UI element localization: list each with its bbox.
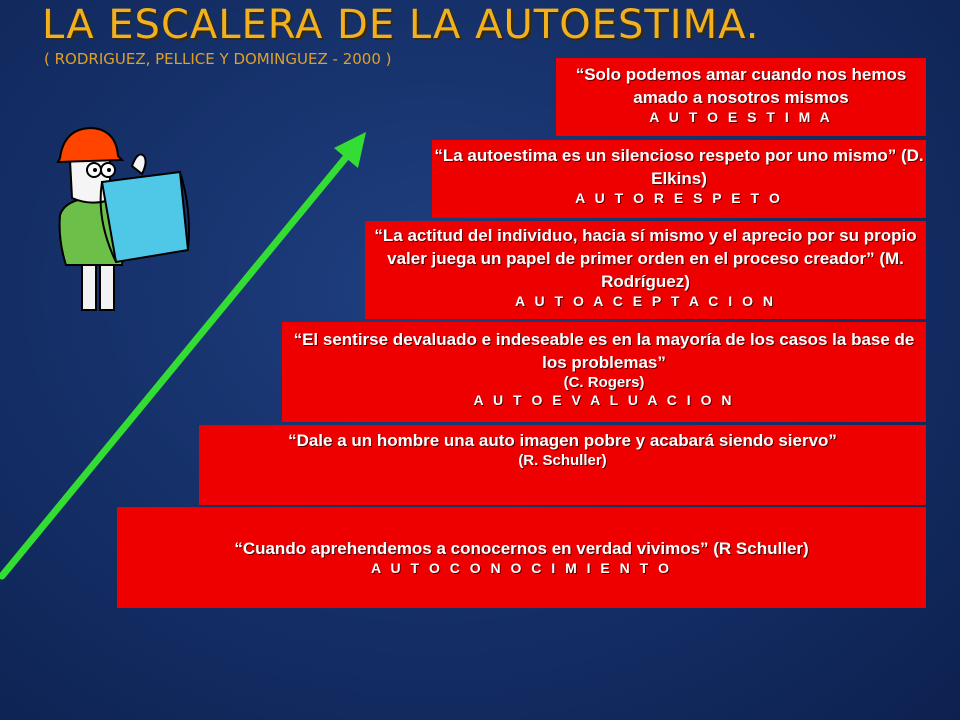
step-autoconocimiento — [117, 507, 926, 608]
step-word: A U T O C O N O C I M I E N T O — [371, 560, 672, 576]
step-autoevaluacion — [282, 322, 926, 422]
step-autoimagen — [199, 425, 926, 505]
step-word: A U T O A C E P T A C I O N — [515, 293, 776, 309]
step-quote: “El sentirse devaluado e indeseable es en la mayoría de los casos la base de los problemas” — [293, 330, 915, 372]
step-autorespeto — [432, 140, 926, 218]
step-word: A U T O E V A L U A C I O N — [473, 392, 735, 408]
step-word: A U T O E S T I M A — [649, 109, 833, 125]
step-quote: “La actitud del individuo, hacia sí mismo y el aprecio por su propio valer juega un papel de primer orden en el proceso creador” (M. Rodríguez) — [374, 226, 917, 291]
step-autoestima — [556, 58, 926, 136]
step-quote: “Solo podemos amar cuando nos hemos amado a nosotros mismos — [575, 65, 907, 107]
step-quote: “La autoestima es un silencioso respeto por uno mismo” (D. Elkins) — [434, 146, 924, 188]
step-quote: “Dale a un hombre una auto imagen pobre y acabará siendo siervo” — [288, 431, 837, 450]
step-author: (C. Rogers) — [563, 374, 645, 391]
slide-title: LA ESCALERA DE LA AUTOESTIMA. — [42, 2, 760, 48]
step-word: A U T O R E S P E T O — [575, 190, 783, 206]
slide-subtitle: ( RODRIGUEZ, PELLICE Y DOMINGUEZ - 2000 ) — [44, 50, 392, 68]
step-author: (R. Schuller) — [518, 452, 607, 469]
step-quote: “Cuando aprehendemos a conocernos en verdad vivimos” (R Schuller) — [234, 539, 809, 558]
step-autoaceptacion — [365, 221, 926, 319]
